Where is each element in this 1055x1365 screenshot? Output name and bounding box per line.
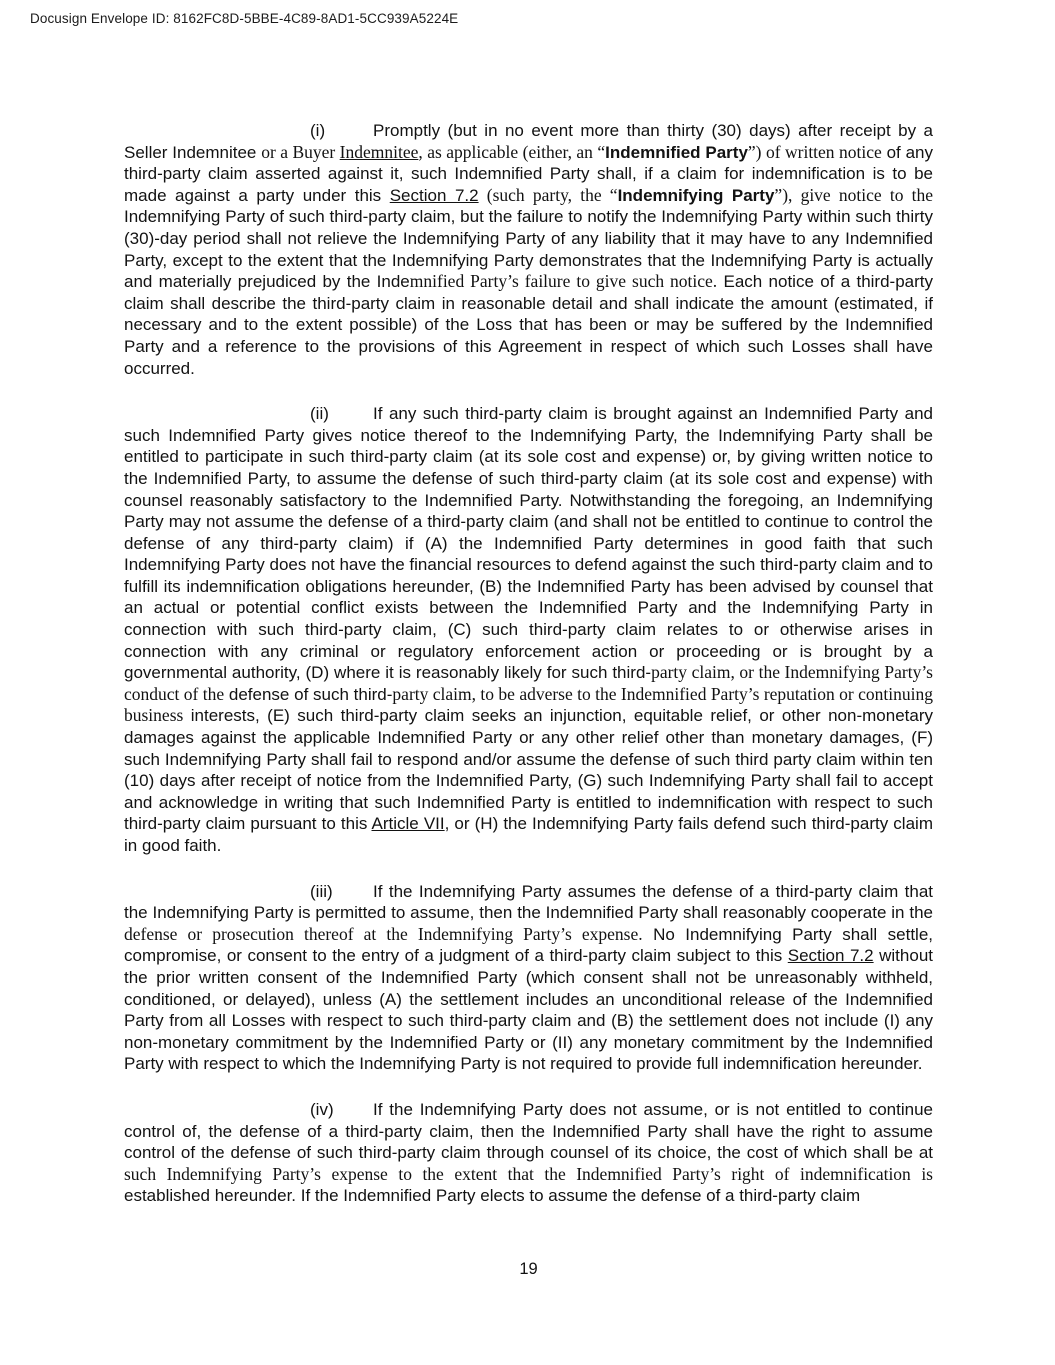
paragraph-iii xyxy=(124,881,933,1075)
docusign-envelope-id: Docusign Envelope ID: 8162FC8D-5BBE-4C89-8AD1-5CC939A5224E xyxy=(30,11,459,26)
paragraph-ii-text: If any such third-party claim is brought against an Indemnified Party and such Indemnified Party gives notice thereof to the Indemnifying Party, the Indemnifying Party shall be entitled to participate in such third-party claim (at its sole cost and expense) or, by giving written notice to the Indemnified Party, to assume the defense of such third-party claim (at its sole cost and expense) with counsel reasonably satisfactory to the Indemnified Party. Notwithstanding the foregoing, an Indemnifying Party may not assume the defense of a third-party claim (and shall not be entitled to continue to control the defense of any third-party claim) if (A) the Indemnified Party determines in good faith that such Indemnifying Party does not have the financial resources to defend against the such third-party claim and to fulfill its indemnification obligations hereunder, (B) the Indemnified Party has been advised by counsel that an actual or potential conflict exists between the Indemnified Party and the Indemnifying Party in connection with such third-party claim, (C) such third-party claim relates to or otherwise arises in connection with any criminal or regulatory enforcement action or proceeding or is brought by a governmental authority, (D) where it is reasonably likely for such third-party claim, or the Indemnifying Party’s conduct of the defense of such third-party claim, to be adverse to the Indemnified Party’s reputation or continuing business interests, (E) such third-party claim seeks an injunction, equitable relief, or other non-monetary damages against the applicable Indemnified Party or any other relief other than monetary damages, (F) such Indemnifying Party shall fail to respond and/or assume the defense of such third party claim within ten (10) days after receipt of notice from the Indemnified Party, (G) such Indemnifying Party shall fail to accept and acknowledge in writing that such Indemnified Party is entitled to indemnification with respect to such third-party claim pursuant to this Article VII, or (H) the Indemnifying Party fails defend such third-party claim in good faith. xyxy=(124,404,933,855)
page-number: 19 xyxy=(519,1260,538,1278)
paragraph-ii-marker: (ii) xyxy=(310,404,329,424)
document-body xyxy=(124,120,933,1207)
paragraph-i xyxy=(124,120,933,379)
paragraph-ii xyxy=(124,403,933,856)
paragraph-i-marker: (i) xyxy=(310,121,326,140)
paragraph-iv-text: If the Indemnifying Party does not assume, or is not entitled to continue control of, the defense of a third-party claim, then the Indemnified Party shall have the right to assume control of the defense of such third-party claim through counsel of its choice, the cost of which shall be at such Indemnifying Party’s expense to the extent that the Indemnified Party’s right of indemnification is established hereunder. If the Indemnified Party elects to assume the defense of a third-party claim xyxy=(124,1099,933,1206)
paragraph-i-text: Promptly (but in no event more than thirty (30) days) after receipt by a Seller Indemnitee or a Buyer Indemnitee, as applicable (either, an “Indemnified Party”) of written notice of any third-party claim asserted against it, such Indemnified Party shall, if a claim for indemnification is to be made against a party under this Section 7.2 (such party, the “Indemnifying Party”), give notice to the Indemnifying Party of such third-party claim, but the failure to notify the Indemnifying Party within such thirty (30)-day period shall not relieve the Indemnifying Party of any liability that it may have to any Indemnified Party, except to the extent that the Indemnifying Party demonstrates that the Indemnifying Party is actually and materially prejudiced by the Indemnified Party’s failure to give such notice. Each notice of a third-party claim shall describe the third-party claim in reasonable detail and shall indicate the amount (estimated, if necessary and to the extent possible) of the Loss that has been or may be suffered by the Indemnified Party and a reference to the provisions of this Agreement in respect of which such Losses shall have occurred. xyxy=(124,121,934,378)
paragraph-iii-marker: (iii) xyxy=(310,881,333,901)
paragraph-iii-text: If the Indemnifying Party assumes the defense of a third-party claim that the Indemnifying Party is permitted to assume, then the Indemnified Party shall reasonably cooperate in the defense or prosecution thereof at the Indemnifying Party’s expense. No Indemnifying Party shall settle, compromise, or consent to the entry of a judgment of a third-party claim subject to this Section 7.2 without the prior written consent of the Indemnified Party (which consent shall not be unreasonably withheld, conditioned, or delayed), unless (A) the settlement includes an unconditional release of the Indemnified Party from all Losses with respect to such third-party claim and (B) the settlement does not include (I) any non-monetary commitment by the Indemnified Party or (II) any monetary commitment by the Indemnified Party with respect to which the Indemnifying Party is not required to provide full indemnification hereunder. xyxy=(124,881,933,1074)
paragraph-iv xyxy=(124,1099,933,1207)
paragraph-iv-marker: (iv) xyxy=(310,1099,334,1119)
